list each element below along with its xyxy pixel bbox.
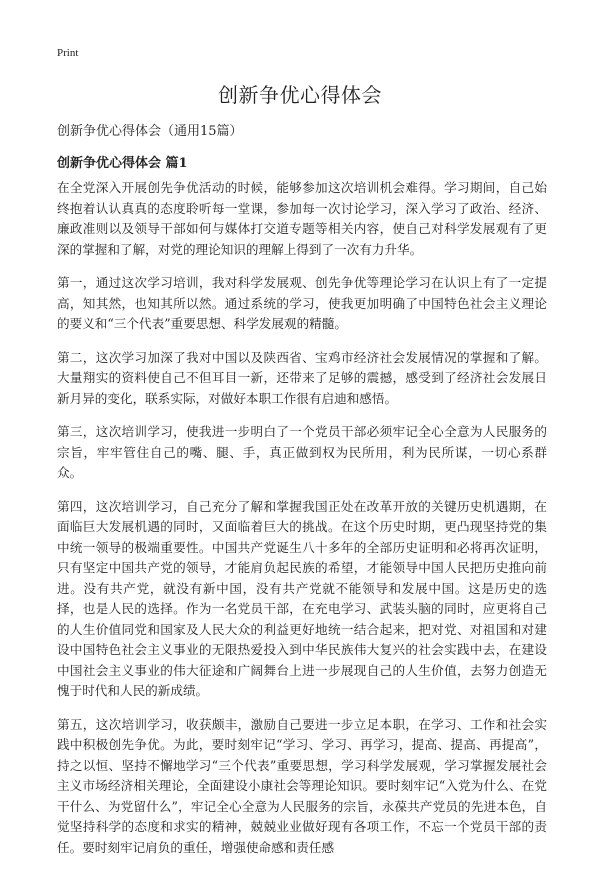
paragraph: 第一，通过这次学习培训，我对科学发展观、创先争优等理论学习在认识上有了一定提高，知其然，也知其所以然。通过系统的学习，使我更加明确了中国特色社会主义理论的要义和“三个代表”重要思想、科学发展观的精髓。 [57,275,547,331]
paragraph: 第二，这次学习加深了我对中国以及陕西省、宝鸡市经济社会发展情况的掌握和了解。大量翔实的资料使自己不但耳目一新，还带来了足够的震撼，感受到了经济社会发展日新月异的变化，联系实际，对做好本职工作很有启迪和感悟。 [57,349,547,406]
page-title: 创新争优心得体会 [218,83,382,107]
print-link[interactable]: Print [57,47,79,59]
article-body [57,178,547,871]
paragraph: 第三，这次培训学习，使我进一步明白了一个党员干部必须牢记全心全意为人民服务的宗旨，牢牢管住自己的嘴、腿、手，真正做到权为民所用，利为民所谋，一切心系群众。 [57,424,547,480]
article-subtitle: 创新争优心得体会（通用15篇） [57,124,243,139]
paragraph: 第五，这次培训学习，收获颇丰，激励自己要进一步立足本职，在学习、工作和社会实践中积极创先争优。为此，要时刻牢记“学习、学习、再学习，提高、提高、再提高”，持之以恒、坚持不懈地学习“三个代表”重要思想，学习科学发展观，学习掌握发展社会主义市场经济相关理论，全面建设小康社会等理论知识。要时刻牢记“入党为什么、在党干什么、为党留什么”，牢记全心全意为人民服务的宗旨，永葆共产党员的先进本色，自觉坚持科学的态度和求实的精神，兢兢业业做好现有各项工作，不忘一个党员干部的责任。要时刻牢记肩负的重任，增强使命感和责任感 [57,716,547,855]
section-heading: 创新争优心得体会 篇1 [57,156,188,171]
paragraph: 在全党深入开展创先争优活动的时候，能够参加这次培训机会难得。学习期间，自己始终抱着认认真真的态度聆听每一堂课，参加每一次讨论学习，深入学习了政治、经济、廉政准则以及领导干部如何与媒体打交道专题等相关内容，使自己对科学发展观有了更深的掌握和了解，对党的理论知识的理解上得到了一次有力升华。 [57,180,547,257]
paragraph: 第四，这次培训学习，自己充分了解和掌握我国正处在改革开放的关键历史机遇期，在面临巨大发展机遇的同时，又面临着巨大的挑战。在这个历史时期，更凸现坚持党的集中统一领导的极端重要性。中国共产党诞生八十多年的全部历史证明和必将再次证明，只有坚定中国共产党的领导，才能肩负起民族的希望，才能领导中国人民把历史推向前进。没有共产党，就没有新中国，没有共产党就不能领导和发展中国。这是历史的选择，也是人民的选择。作为一名党员干部，在充电学习、武装头脑的同时，应更将自己的人生价值同党和国家及人民大众的利益更好地统一结合起来，把对党、对祖国和对建设中国特色社会主义事业的无限热爱投入到中华民族伟大复兴的社会实践中去，在建设中国社会主义事业的伟大征途和广阔舞台上进一步展现自己的人生价值，去努力创造无愧于时代和人民的新成绩。 [57,498,547,698]
